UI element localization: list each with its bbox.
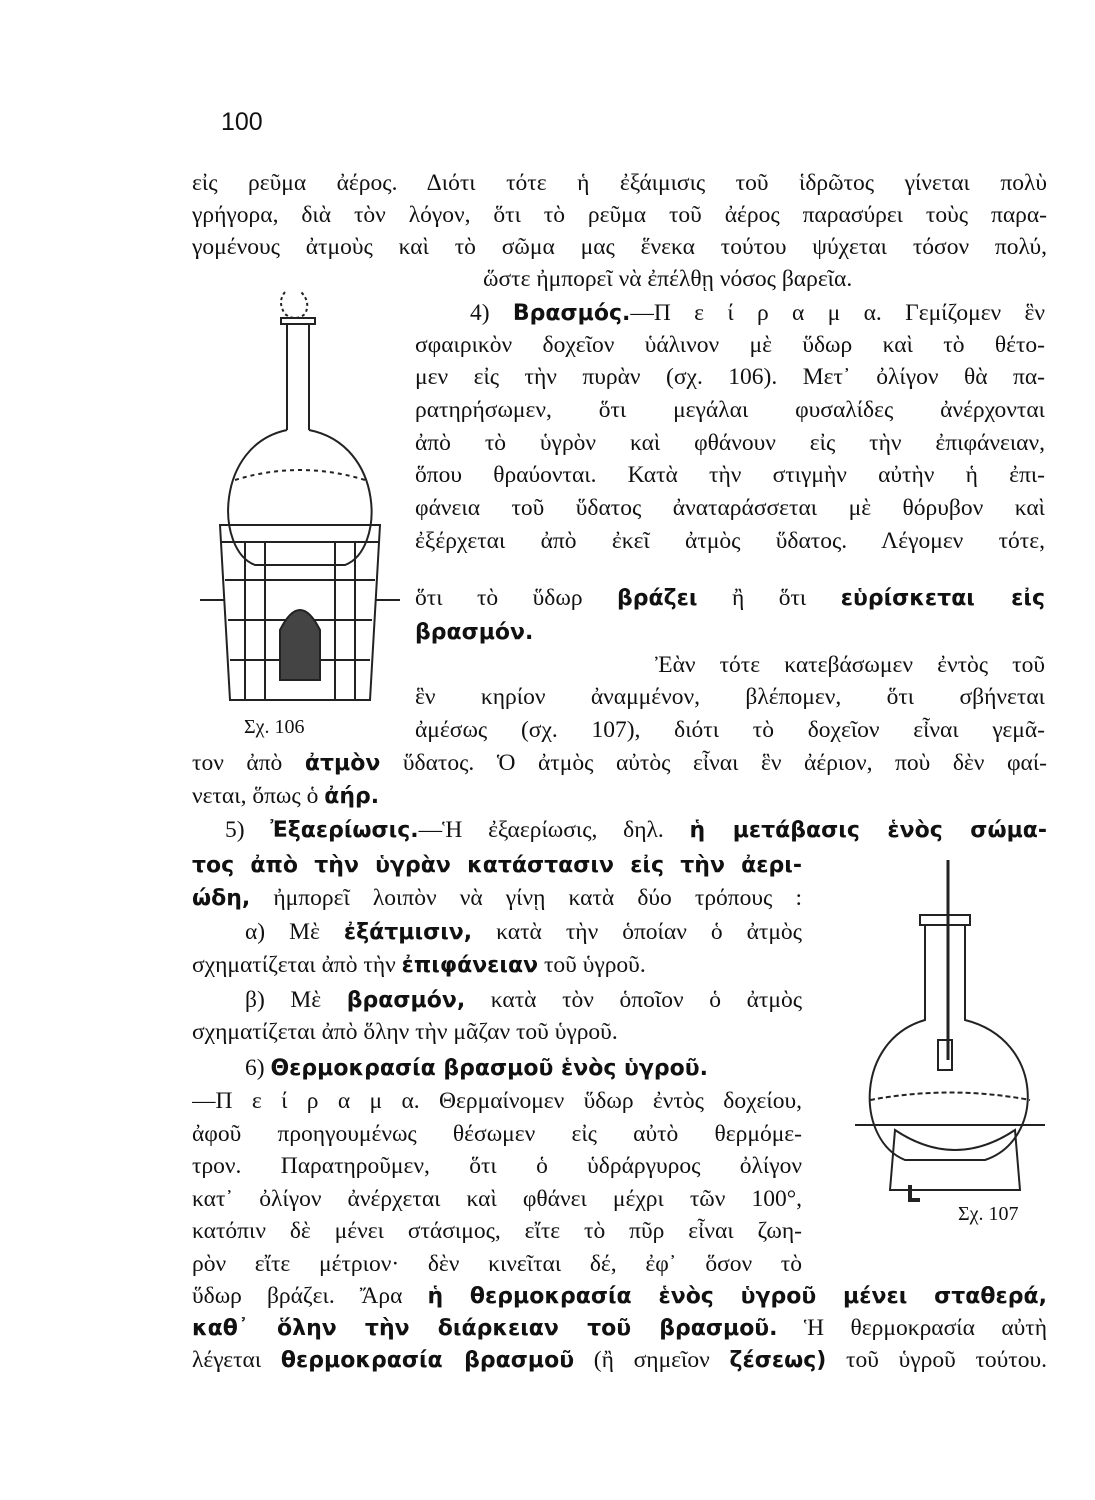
text-line bbox=[415, 682, 1045, 712]
text-line bbox=[192, 883, 802, 913]
text-span: κατ᾽ ὀλίγον ἀνέρχεται καὶ φθάνει μέχρι τῶν 100°, bbox=[192, 1186, 802, 1212]
text-line bbox=[192, 950, 792, 980]
text-span: κατὰ τὴν ὁποίαν ὁ ἀτμὸς bbox=[472, 919, 802, 945]
bold-term: ζέσεως) bbox=[729, 1348, 827, 1373]
text-line bbox=[245, 917, 802, 947]
text-span: σχηματίζεται ἀπὸ ὅλην τὴν μᾶζαν τοῦ ὑγροῦ. bbox=[192, 1019, 618, 1045]
page-number: 100 bbox=[221, 108, 263, 136]
text-span: β) Μὲ bbox=[245, 987, 347, 1013]
text-line bbox=[192, 168, 1047, 198]
text-span: μεν εἰς τὴν πυρὰν (σχ. 106). Μετ᾽ ὀλίγον θὰ πα- bbox=[415, 364, 1045, 390]
text-line bbox=[415, 362, 1045, 392]
text-line bbox=[192, 200, 1047, 230]
text-span: κατόπιν δὲ μένει στάσιμος, εἴτε τὸ πῦρ εἶναι ζωη- bbox=[192, 1218, 802, 1244]
bold-term: Θερμοκρασία βρασμοῦ ἑνὸς ὑγροῦ. bbox=[270, 1056, 708, 1081]
text-span: φάνεια τοῦ ὕδατος ἀναταράσσεται μὲ θόρυβον καὶ bbox=[415, 495, 1045, 521]
bold-term: καθ᾽ ὅλην τὴν διάρκειαν τοῦ βρασμοῦ. bbox=[192, 1316, 778, 1341]
text-span: —Π ε ί ρ α μ α. Γεμίζομεν ἓν bbox=[630, 300, 1045, 326]
text-span: γομένους ἀτμοὺς καὶ τὸ σῶμα μας ἕνεκα τούτου ψύχεται τόσον πολύ, bbox=[192, 234, 1047, 260]
bold-term: ἀτμὸν bbox=[304, 751, 381, 776]
bold-term: ἐξάτμισιν, bbox=[343, 920, 473, 945]
text-span: 4) bbox=[470, 300, 513, 326]
figure-107-flask-with-thermometer-icon bbox=[855, 860, 1055, 1210]
text-span: 6) bbox=[245, 1055, 271, 1081]
bold-term: θερμοκρασία βρασμοῦ bbox=[280, 1348, 575, 1373]
text-span: ὅπου θραύονται. Κατὰ τὴν στιγμὴν αὐτὴν ἡ ἐπι- bbox=[415, 462, 1045, 488]
text-line bbox=[415, 428, 1045, 458]
text-span: ἀπὸ τὸ ὑγρὸν καὶ φθάνουν εἰς τὴν ἐπιφάνειαν, bbox=[415, 430, 1045, 456]
text-span: γρήγορα, διὰ τὸν λόγον, ὅτι τὸ ρεῦμα τοῦ ἀέρος παρασύρει τοὺς παρα- bbox=[192, 202, 1047, 228]
figure-106-flask-on-brazier-icon bbox=[195, 280, 405, 720]
bold-term: Ἐξαερίωσις. bbox=[270, 818, 419, 843]
bold-term: τος ἀπὸ τὴν ὑγρὰν κατάστασιν εἰς τὴν ἀερι- bbox=[192, 853, 802, 878]
bold-term: ώδη, bbox=[192, 886, 251, 911]
text-line bbox=[415, 526, 1045, 556]
bold-term: βράζει bbox=[617, 586, 698, 611]
bold-term: ἡ θερμοκρασία ἑνὸς ὑγροῦ μένει σταθερά, bbox=[427, 1284, 1047, 1309]
text-line bbox=[192, 1119, 802, 1149]
text-line bbox=[245, 985, 802, 1015]
text-line bbox=[245, 1053, 802, 1083]
text-span: Ἡ θερμοκρασία αὐτὴ bbox=[777, 1315, 1047, 1341]
text-line bbox=[415, 395, 1045, 425]
text-span: ὥστε ἠμπορεῖ νὰ ἐπέλθῃ νόσος βαρεῖα. bbox=[483, 266, 853, 292]
text-line bbox=[192, 850, 802, 880]
text-span: α) Μὲ bbox=[245, 919, 344, 945]
text-line bbox=[225, 815, 1047, 845]
bold-term: εὑρίσκεται εἰς bbox=[840, 586, 1045, 611]
text-line bbox=[415, 715, 1045, 745]
text-span: σχηματίζεται ἀπὸ τὴν bbox=[192, 952, 402, 978]
text-span: λέγεται bbox=[192, 1347, 281, 1373]
text-span: —Π ε ί ρ α μ α. Θερμαίνομεν ὕδωρ ἐντὸς δοχείου, bbox=[192, 1088, 802, 1114]
text-span: ἢ ὅτι bbox=[697, 585, 841, 611]
text-line bbox=[415, 330, 1045, 360]
text-line bbox=[192, 1184, 802, 1214]
text-span: τοῦ ὑγροῦ. bbox=[538, 952, 646, 978]
text-span: σφαιρικὸν δοχεῖον ὑάλινον μὲ ὕδωρ καὶ τὸ θέτο- bbox=[415, 332, 1045, 358]
text-line bbox=[192, 1216, 802, 1246]
text-span: —Ἡ ἐξαερίωσις, δηλ. bbox=[418, 817, 690, 843]
text-span: 5) bbox=[225, 817, 271, 843]
text-line bbox=[192, 1086, 802, 1116]
text-line bbox=[192, 781, 592, 811]
text-line bbox=[192, 232, 1047, 262]
text-line bbox=[470, 298, 1045, 328]
text-span: ρὸν εἴτε μέτριον· δὲν κινεῖται δέ, ἐφ᾽ ὅσον τὸ bbox=[192, 1251, 802, 1277]
text-span: εἰς ρεῦμα ἀέρος. Διότι τότε ἡ ἐξάιμισις τοῦ ἱδρῶτος γίνεται πολὺ bbox=[192, 170, 1047, 196]
text-span: (ἢ σημεῖον bbox=[574, 1347, 730, 1373]
text-span: τον ἀπὸ bbox=[192, 750, 305, 776]
bold-term: ἡ μετάβασις ἑνὸς σώμα- bbox=[689, 818, 1047, 843]
text-span: κατὰ τὸν ὁποῖον ὁ ἀτμὸς bbox=[465, 987, 802, 1013]
text-span: ἠμπορεῖ λοιπὸν νὰ γίνῃ κατὰ δύο τρόπους : bbox=[250, 885, 802, 911]
text-line bbox=[192, 1151, 802, 1181]
text-line bbox=[192, 1345, 1047, 1375]
text-span: νεται, ὅπως ὁ bbox=[192, 783, 325, 809]
text-line bbox=[655, 650, 1045, 680]
text-line bbox=[483, 264, 1043, 294]
text-span: ρατηρήσωμεν, ὅτι μεγάλαι φυσαλίδες ἀνέρχονται bbox=[415, 397, 1045, 423]
text-line bbox=[192, 1313, 1047, 1343]
text-line bbox=[415, 617, 715, 647]
text-line bbox=[192, 748, 1047, 778]
text-span: ἓν κηρίον ἀναμμένον, βλέπομεν, ὅτι σβήνεται bbox=[415, 684, 1045, 710]
text-span: ὅτι τὸ ὕδωρ bbox=[415, 585, 618, 611]
text-line bbox=[415, 493, 1045, 523]
bold-term: Βρασμός. bbox=[512, 301, 631, 326]
bold-term: ἐπιφάνειαν bbox=[401, 953, 539, 978]
text-line bbox=[192, 1017, 792, 1047]
text-span: ἀμέσως (σχ. 107), διότι τὸ δοχεῖον εἶναι γεμᾶ- bbox=[415, 717, 1045, 743]
text-line bbox=[192, 1281, 1047, 1311]
text-span: τρον. Παρατηροῦμεν, ὅτι ὁ ὑδράργυρος ὀλίγον bbox=[192, 1153, 802, 1179]
bold-term: βρασμόν, bbox=[346, 988, 466, 1013]
text-line bbox=[192, 1249, 802, 1279]
text-span: ὕδατος. Ὁ ἀτμὸς αὐτὸς εἶναι ἓν ἀέριον, ποὺ δὲν φαί- bbox=[380, 750, 1047, 776]
text-span: ὕδωρ βράζει. Ἄρα bbox=[192, 1283, 428, 1309]
bold-term: ἀήρ. bbox=[324, 784, 380, 809]
figure-106-caption: Σχ. 106 bbox=[244, 716, 305, 738]
text-line bbox=[415, 583, 1045, 613]
figure-107-caption: Σχ. 107 bbox=[958, 1203, 1019, 1225]
text-line bbox=[415, 460, 1045, 490]
text-span: ἐξέρχεται ἀπὸ ἐκεῖ ἀτμὸς ὕδατος. Λέγομεν τότε, bbox=[415, 528, 1045, 554]
bold-term: βρασμόν. bbox=[415, 620, 534, 645]
text-span: Ἐὰν τότε κατεβάσωμεν ἐντὸς τοῦ bbox=[655, 652, 1045, 678]
text-span: τοῦ ὑγροῦ τούτου. bbox=[826, 1347, 1047, 1373]
text-span: ἀφοῦ προηγουμένως θέσωμεν εἰς αὐτὸ θερμόμε- bbox=[192, 1121, 802, 1147]
